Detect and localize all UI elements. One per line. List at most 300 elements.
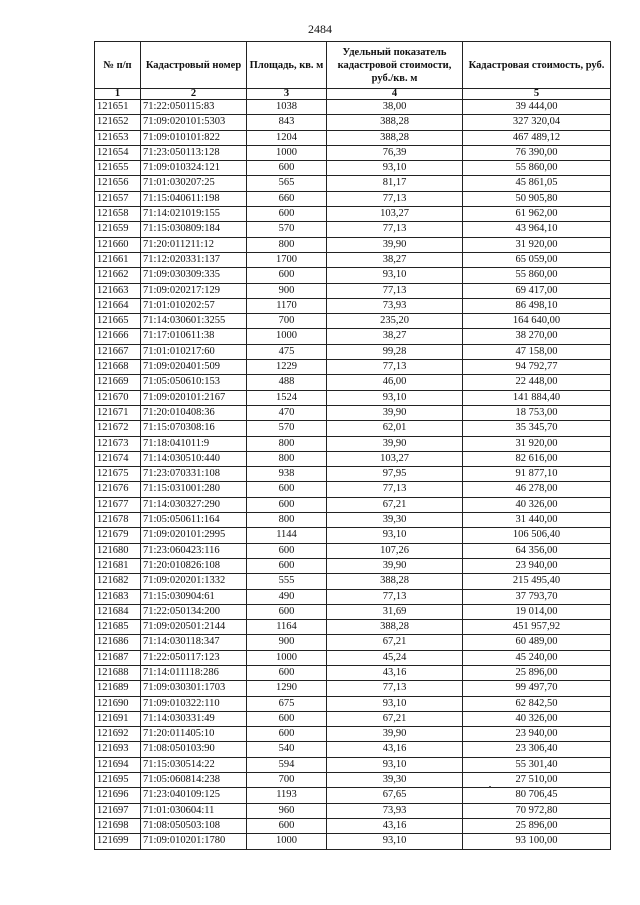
header-unit-value: Удельный показатель кадастровой стоимости, руб./кв. м [327, 42, 463, 89]
table-row [95, 405, 611, 420]
cell-area: 1038 [247, 100, 327, 115]
cell-cadastral-number: 71:14:011118:286 [141, 665, 247, 680]
cell-row-number: 121669 [95, 375, 141, 390]
table-row [95, 727, 611, 742]
cell-area: 843 [247, 115, 327, 130]
cell-cadastral-value: 62 842,50 [463, 696, 611, 711]
column-number-row [95, 89, 611, 100]
table-header-row [95, 42, 611, 89]
cell-area: 540 [247, 742, 327, 757]
cell-cadastral-value: 60 489,00 [463, 635, 611, 650]
cell-area: 800 [247, 451, 327, 466]
cell-area: 1524 [247, 390, 327, 405]
cell-cadastral-value: 106 506,40 [463, 528, 611, 543]
cell-area: 600 [247, 497, 327, 512]
cell-cadastral-number: 71:23:040109:125 [141, 788, 247, 803]
cell-unit-value: 93,10 [327, 757, 463, 772]
cell-cadastral-number: 71:15:070308:16 [141, 421, 247, 436]
cell-cadastral-value: 18 753,00 [463, 405, 611, 420]
cell-row-number: 121663 [95, 283, 141, 298]
table-row [95, 207, 611, 222]
cell-row-number: 121680 [95, 543, 141, 558]
cell-unit-value: 77,13 [327, 222, 463, 237]
cell-area: 660 [247, 191, 327, 206]
table-row [95, 513, 611, 528]
table-row [95, 834, 611, 849]
cell-cadastral-value: 23 306,40 [463, 742, 611, 757]
table-row [95, 191, 611, 206]
cell-row-number: 121693 [95, 742, 141, 757]
cell-cadastral-value: 467 489,12 [463, 130, 611, 145]
header-area: Площадь, кв. м [247, 42, 327, 89]
cell-cadastral-number: 71:20:011211:12 [141, 237, 247, 252]
cell-cadastral-number: 71:14:030327:290 [141, 497, 247, 512]
cell-cadastral-number: 71:08:050103:90 [141, 742, 247, 757]
table-row [95, 298, 611, 313]
cell-cadastral-number: 71:22:050134:200 [141, 604, 247, 619]
cell-cadastral-number: 71:09:020217:129 [141, 283, 247, 298]
cell-cadastral-value: 45 240,00 [463, 650, 611, 665]
cell-cadastral-value: 141 884,40 [463, 390, 611, 405]
cell-cadastral-value: 55 860,00 [463, 161, 611, 176]
cell-cadastral-value: 327 320,04 [463, 115, 611, 130]
cell-unit-value: 388,28 [327, 130, 463, 145]
cell-unit-value: 73,93 [327, 298, 463, 313]
cell-row-number: 121684 [95, 604, 141, 619]
table-row [95, 528, 611, 543]
table-row [95, 329, 611, 344]
cell-cadastral-number: 71:15:040611:198 [141, 191, 247, 206]
cell-unit-value: 93,10 [327, 268, 463, 283]
table-row [95, 696, 611, 711]
cell-unit-value: 67,21 [327, 497, 463, 512]
cell-cadastral-number: 71:23:060423:116 [141, 543, 247, 558]
table-row [95, 757, 611, 772]
cell-cadastral-number: 71:09:010101:822 [141, 130, 247, 145]
cell-row-number: 121695 [95, 773, 141, 788]
cell-row-number: 121661 [95, 252, 141, 267]
cell-area: 600 [247, 558, 327, 573]
cell-unit-value: 97,95 [327, 467, 463, 482]
cell-row-number: 121677 [95, 497, 141, 512]
cell-cadastral-number: 71:17:010611:38 [141, 329, 247, 344]
cell-cadastral-value: 50 905,80 [463, 191, 611, 206]
cell-area: 594 [247, 757, 327, 772]
cell-row-number: 121656 [95, 176, 141, 191]
header-cadastral-number: Кадастровый номер [141, 42, 247, 89]
cell-cadastral-number: 71:22:050115:83 [141, 100, 247, 115]
cell-cadastral-value: 19 014,00 [463, 604, 611, 619]
cell-unit-value: 73,93 [327, 803, 463, 818]
cell-cadastral-value: 25 896,00 [463, 665, 611, 680]
cell-area: 1170 [247, 298, 327, 313]
cell-area: 600 [247, 207, 327, 222]
cell-cadastral-number: 71:14:030601:3255 [141, 314, 247, 329]
cell-row-number: 121655 [95, 161, 141, 176]
cell-row-number: 121688 [95, 665, 141, 680]
cell-row-number: 121681 [95, 558, 141, 573]
cell-area: 1000 [247, 650, 327, 665]
cell-cadastral-number: 71:20:011405:10 [141, 727, 247, 742]
cell-area: 600 [247, 711, 327, 726]
cell-unit-value: 81,17 [327, 176, 463, 191]
cell-cadastral-value: 23 940,00 [463, 727, 611, 742]
cell-cadastral-number: 71:23:070331:108 [141, 467, 247, 482]
cell-cadastral-value: 61 962,00 [463, 207, 611, 222]
stray-mark [489, 786, 491, 788]
cell-cadastral-number: 71:09:020201:1332 [141, 574, 247, 589]
cell-area: 600 [247, 482, 327, 497]
cell-area: 555 [247, 574, 327, 589]
table-row [95, 421, 611, 436]
cell-cadastral-value: 39 444,00 [463, 100, 611, 115]
cell-area: 900 [247, 283, 327, 298]
cell-unit-value: 43,16 [327, 742, 463, 757]
cell-area: 600 [247, 727, 327, 742]
cell-unit-value: 39,30 [327, 513, 463, 528]
cell-cadastral-value: 64 356,00 [463, 543, 611, 558]
table-row [95, 145, 611, 160]
cell-area: 490 [247, 589, 327, 604]
cell-area: 475 [247, 344, 327, 359]
table-row [95, 161, 611, 176]
cell-unit-value: 39,90 [327, 558, 463, 573]
cell-row-number: 121651 [95, 100, 141, 115]
cell-unit-value: 235,20 [327, 314, 463, 329]
cell-area: 1193 [247, 788, 327, 803]
cell-cadastral-value: 45 861,05 [463, 176, 611, 191]
cell-cadastral-number: 71:01:030207:25 [141, 176, 247, 191]
cell-row-number: 121653 [95, 130, 141, 145]
cell-cadastral-number: 71:08:050503:108 [141, 818, 247, 833]
cell-area: 570 [247, 222, 327, 237]
cell-cadastral-number: 71:05:060814:238 [141, 773, 247, 788]
table-row [95, 100, 611, 115]
cell-unit-value: 67,21 [327, 635, 463, 650]
cell-unit-value: 38,27 [327, 252, 463, 267]
cell-unit-value: 93,10 [327, 696, 463, 711]
cell-unit-value: 103,27 [327, 451, 463, 466]
cell-unit-value: 39,90 [327, 237, 463, 252]
cell-row-number: 121698 [95, 818, 141, 833]
cell-unit-value: 103,27 [327, 207, 463, 222]
column-number: 2 [141, 89, 247, 100]
cell-area: 800 [247, 513, 327, 528]
cell-row-number: 121685 [95, 620, 141, 635]
cell-unit-value: 39,90 [327, 436, 463, 451]
cell-area: 565 [247, 176, 327, 191]
cell-cadastral-value: 70 972,80 [463, 803, 611, 818]
page-number: 2484 [308, 22, 332, 36]
cell-cadastral-value: 43 964,10 [463, 222, 611, 237]
cell-unit-value: 43,16 [327, 818, 463, 833]
table-row [95, 222, 611, 237]
cell-row-number: 121657 [95, 191, 141, 206]
cell-cadastral-value: 80 706,45 [463, 788, 611, 803]
cell-unit-value: 39,90 [327, 727, 463, 742]
cell-unit-value: 76,39 [327, 145, 463, 160]
table-row [95, 543, 611, 558]
cell-unit-value: 77,13 [327, 589, 463, 604]
cell-row-number: 121682 [95, 574, 141, 589]
cell-cadastral-value: 94 792,77 [463, 360, 611, 375]
table-row [95, 788, 611, 803]
cell-area: 800 [247, 436, 327, 451]
cell-cadastral-number: 71:12:020331:137 [141, 252, 247, 267]
cell-cadastral-number: 71:09:030309:335 [141, 268, 247, 283]
cell-cadastral-number: 71:05:050611:164 [141, 513, 247, 528]
cell-row-number: 121694 [95, 757, 141, 772]
table-row [95, 574, 611, 589]
cell-cadastral-value: 40 326,00 [463, 497, 611, 512]
cell-row-number: 121699 [95, 834, 141, 849]
cell-cadastral-value: 38 270,00 [463, 329, 611, 344]
cell-cadastral-value: 99 497,70 [463, 681, 611, 696]
cell-area: 570 [247, 421, 327, 436]
cell-unit-value: 31,69 [327, 604, 463, 619]
cell-cadastral-value: 37 793,70 [463, 589, 611, 604]
cell-unit-value: 39,30 [327, 773, 463, 788]
cell-row-number: 121696 [95, 788, 141, 803]
cell-unit-value: 67,65 [327, 788, 463, 803]
table-row [95, 360, 611, 375]
cell-cadastral-value: 25 896,00 [463, 818, 611, 833]
table-row [95, 711, 611, 726]
cell-area: 600 [247, 665, 327, 680]
cell-row-number: 121687 [95, 650, 141, 665]
cell-area: 800 [247, 237, 327, 252]
table-row [95, 650, 611, 665]
cell-row-number: 121697 [95, 803, 141, 818]
cell-cadastral-number: 71:15:030809:184 [141, 222, 247, 237]
cell-cadastral-number: 71:09:020101:2167 [141, 390, 247, 405]
cell-unit-value: 77,13 [327, 283, 463, 298]
cell-cadastral-value: 76 390,00 [463, 145, 611, 160]
table-row [95, 115, 611, 130]
cell-cadastral-number: 71:01:010217:60 [141, 344, 247, 359]
cell-area: 1229 [247, 360, 327, 375]
table-row [95, 482, 611, 497]
table-row [95, 176, 611, 191]
cell-cadastral-number: 71:01:030604:11 [141, 803, 247, 818]
table-row [95, 497, 611, 512]
table-row [95, 375, 611, 390]
cell-unit-value: 77,13 [327, 191, 463, 206]
table-row [95, 558, 611, 573]
cell-row-number: 121652 [95, 115, 141, 130]
cell-cadastral-number: 71:14:030331:49 [141, 711, 247, 726]
table-row [95, 665, 611, 680]
cell-cadastral-value: 35 345,70 [463, 421, 611, 436]
table-row [95, 467, 611, 482]
cell-unit-value: 67,21 [327, 711, 463, 726]
cell-area: 1000 [247, 834, 327, 849]
table-body [95, 100, 611, 850]
cell-unit-value: 62,01 [327, 421, 463, 436]
cell-row-number: 121667 [95, 344, 141, 359]
cell-row-number: 121678 [95, 513, 141, 528]
cell-unit-value: 77,13 [327, 482, 463, 497]
cell-cadastral-value: 31 920,00 [463, 436, 611, 451]
cadastral-value-table [94, 41, 611, 850]
cell-area: 1204 [247, 130, 327, 145]
cell-area: 488 [247, 375, 327, 390]
header-row-number: № п/п [95, 42, 141, 89]
cell-row-number: 121660 [95, 237, 141, 252]
cell-unit-value: 93,10 [327, 161, 463, 176]
cell-cadastral-number: 71:09:020501:2144 [141, 620, 247, 635]
cell-cadastral-value: 86 498,10 [463, 298, 611, 313]
cell-row-number: 121670 [95, 390, 141, 405]
cell-row-number: 121691 [95, 711, 141, 726]
header-cadastral-value: Кадастровая стоимость, руб. [463, 42, 611, 89]
cell-row-number: 121689 [95, 681, 141, 696]
cell-cadastral-number: 71:18:041011:9 [141, 436, 247, 451]
cell-row-number: 121683 [95, 589, 141, 604]
table-row [95, 620, 611, 635]
cell-cadastral-value: 215 495,40 [463, 574, 611, 589]
cell-area: 1290 [247, 681, 327, 696]
cell-row-number: 121674 [95, 451, 141, 466]
cell-row-number: 121659 [95, 222, 141, 237]
cell-row-number: 121673 [95, 436, 141, 451]
cell-area: 600 [247, 268, 327, 283]
cell-unit-value: 93,10 [327, 528, 463, 543]
cell-cadastral-number: 71:09:020401:509 [141, 360, 247, 375]
cell-area: 1000 [247, 329, 327, 344]
cell-cadastral-number: 71:01:010202:57 [141, 298, 247, 313]
cell-area: 900 [247, 635, 327, 650]
cell-row-number: 121671 [95, 405, 141, 420]
table-row [95, 390, 611, 405]
cell-unit-value: 388,28 [327, 574, 463, 589]
column-number: 1 [95, 89, 141, 100]
table-row [95, 681, 611, 696]
cell-unit-value: 39,90 [327, 405, 463, 420]
table-row [95, 252, 611, 267]
cell-cadastral-value: 40 326,00 [463, 711, 611, 726]
table-row [95, 451, 611, 466]
cell-area: 675 [247, 696, 327, 711]
cell-cadastral-number: 71:09:010201:1780 [141, 834, 247, 849]
table-row [95, 237, 611, 252]
cell-area: 960 [247, 803, 327, 818]
cell-area: 600 [247, 543, 327, 558]
cell-row-number: 121654 [95, 145, 141, 160]
cell-cadastral-number: 71:15:031001:280 [141, 482, 247, 497]
cell-cadastral-value: 22 448,00 [463, 375, 611, 390]
table-row [95, 773, 611, 788]
cell-row-number: 121658 [95, 207, 141, 222]
cell-area: 1144 [247, 528, 327, 543]
cell-row-number: 121692 [95, 727, 141, 742]
cell-unit-value: 107,26 [327, 543, 463, 558]
cell-area: 1700 [247, 252, 327, 267]
cell-unit-value: 388,28 [327, 115, 463, 130]
column-number: 5 [463, 89, 611, 100]
cell-unit-value: 46,00 [327, 375, 463, 390]
cell-cadastral-number: 71:09:030301:1703 [141, 681, 247, 696]
cell-cadastral-value: 82 616,00 [463, 451, 611, 466]
cell-unit-value: 38,00 [327, 100, 463, 115]
cell-cadastral-value: 91 877,10 [463, 467, 611, 482]
cell-cadastral-value: 164 640,00 [463, 314, 611, 329]
cell-cadastral-number: 71:15:030904:61 [141, 589, 247, 604]
cell-area: 600 [247, 604, 327, 619]
cell-row-number: 121668 [95, 360, 141, 375]
cell-cadastral-value: 65 059,00 [463, 252, 611, 267]
table-row [95, 130, 611, 145]
cell-area: 938 [247, 467, 327, 482]
cell-row-number: 121662 [95, 268, 141, 283]
cell-cadastral-number: 71:20:010826:108 [141, 558, 247, 573]
cell-cadastral-number: 71:14:021019:155 [141, 207, 247, 222]
cell-unit-value: 93,10 [327, 834, 463, 849]
cell-row-number: 121686 [95, 635, 141, 650]
cell-cadastral-number: 71:05:050610:153 [141, 375, 247, 390]
cell-area: 600 [247, 161, 327, 176]
table-row [95, 818, 611, 833]
table-row [95, 314, 611, 329]
cell-cadastral-number: 71:09:010322:110 [141, 696, 247, 711]
cell-cadastral-value: 69 417,00 [463, 283, 611, 298]
cell-cadastral-value: 23 940,00 [463, 558, 611, 573]
table-row [95, 268, 611, 283]
cell-cadastral-value: 31 920,00 [463, 237, 611, 252]
cell-cadastral-value: 47 158,00 [463, 344, 611, 359]
table-row [95, 635, 611, 650]
cell-unit-value: 77,13 [327, 681, 463, 696]
cell-unit-value: 43,16 [327, 665, 463, 680]
cell-cadastral-number: 71:09:010324:121 [141, 161, 247, 176]
cell-row-number: 121676 [95, 482, 141, 497]
cell-cadastral-number: 71:09:020101:2995 [141, 528, 247, 543]
table-row [95, 436, 611, 451]
cell-area: 700 [247, 773, 327, 788]
cell-cadastral-value: 451 957,92 [463, 620, 611, 635]
cell-cadastral-number: 71:14:030510:440 [141, 451, 247, 466]
cell-unit-value: 99,28 [327, 344, 463, 359]
cell-area: 1000 [247, 145, 327, 160]
cell-cadastral-value: 55 860,00 [463, 268, 611, 283]
cell-area: 700 [247, 314, 327, 329]
cell-cadastral-number: 71:23:050113:128 [141, 145, 247, 160]
cell-cadastral-value: 27 510,00 [463, 773, 611, 788]
column-number: 4 [327, 89, 463, 100]
cell-row-number: 121690 [95, 696, 141, 711]
cell-row-number: 121672 [95, 421, 141, 436]
cell-row-number: 121665 [95, 314, 141, 329]
cell-cadastral-value: 31 440,00 [463, 513, 611, 528]
table-row [95, 589, 611, 604]
cell-cadastral-value: 93 100,00 [463, 834, 611, 849]
cell-area: 1164 [247, 620, 327, 635]
cell-cadastral-number: 71:09:020101:5303 [141, 115, 247, 130]
cell-cadastral-number: 71:22:050117:123 [141, 650, 247, 665]
cell-unit-value: 45,24 [327, 650, 463, 665]
cell-unit-value: 77,13 [327, 360, 463, 375]
cell-unit-value: 93,10 [327, 390, 463, 405]
cell-cadastral-number: 71:14:030118:347 [141, 635, 247, 650]
table-row [95, 803, 611, 818]
cell-row-number: 121679 [95, 528, 141, 543]
cell-area: 600 [247, 818, 327, 833]
cell-cadastral-number: 71:15:030514:22 [141, 757, 247, 772]
cell-unit-value: 388,28 [327, 620, 463, 635]
cell-row-number: 121675 [95, 467, 141, 482]
table-row [95, 742, 611, 757]
table-row [95, 604, 611, 619]
